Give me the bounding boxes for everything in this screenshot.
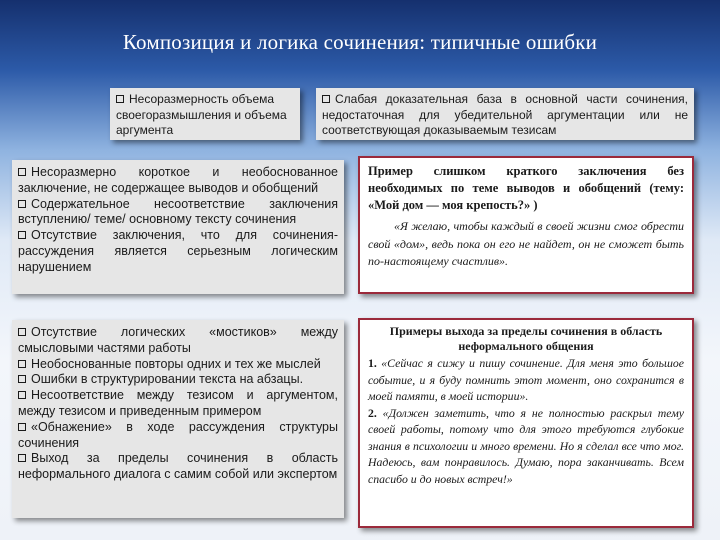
checkbox-bullet-icon: [18, 375, 26, 383]
box-disproportion: [110, 88, 300, 140]
list-item: Несоразмерно короткое и необоснованное заключение, не содержащее выводов и обобщений: [18, 165, 338, 195]
example-heading: Пример слишком краткого заключения без необходимых по теме выводов и обобщений (тему: «Мой дом — моя крепость?» ): [368, 164, 684, 212]
checkbox-bullet-icon: [18, 423, 26, 431]
checkbox-bullet-icon: [18, 328, 26, 336]
checkbox-bullet-icon: [18, 200, 26, 208]
checkbox-bullet-icon: [18, 168, 26, 176]
list-item: Отсутствие заключения, что для сочинения-рассуждения является серьезным логическим нарушением: [18, 228, 338, 274]
informal-example-2: [368, 405, 684, 488]
checkbox-bullet-icon: [18, 360, 26, 368]
box-weak-evidence: [316, 88, 694, 140]
example-quote: «Я желаю, чтобы каждый в своей жизни смог обрести свой «дом», ведь пока он его не найдет, он не сможет быть по-настоящему счастлив».: [368, 219, 684, 268]
informal-example-1: [368, 355, 684, 405]
list-item: «Обнажение» в ходе рассуждения структуры сочинения: [18, 419, 338, 450]
example-number: 2.: [368, 405, 377, 420]
checkbox-bullet-icon: [18, 231, 26, 239]
box-conclusion-errors: [12, 160, 344, 294]
list-item: Несоответствие между тезисом и аргументом, между тезисом и приведенным примером: [18, 388, 338, 418]
informal-heading: Примеры выхода за пределы сочинения в область неформального общения: [389, 324, 663, 353]
list-item: Выход за пределы сочинения в область неформального диалога с самим собой или экспертом: [18, 451, 338, 482]
box-informal-examples: [358, 318, 694, 528]
checkbox-bullet-icon: [18, 454, 26, 462]
box-weak-evidence-text: Слабая доказательная база в основной части сочинения, недостаточная для убедительной аргументации или не соответствующая доказываемым тезисам: [322, 92, 688, 137]
checkbox-bullet-icon: [18, 391, 26, 399]
example-text: «Должен заметить, что я не полностью раскрыл тему своей работы, потому что для этого требуются глубокие знания в психологии и много времени. Но я сделал все что мог. Надеюсь, вам понравилось. Думаю, пора заканчивать. Всем спасибо и до новых встреч!»: [368, 405, 684, 486]
list-item: Ошибки в структурировании текста на абзацы.: [18, 372, 338, 388]
box-short-conclusion-example: [358, 156, 694, 294]
example-text: «Сейчас я сижу и пишу сочинение. Для меня это большое событие, и я буду помнить этот момент, оно сохранится в моей памяти, в моей истории».: [368, 356, 684, 403]
box-disproportion-text: Несоразмерность объема своегоразмышления и объема аргумента: [116, 92, 287, 137]
list-item: Содержательное несоответствие заключения вступлению/ теме/ основному тексту сочинения: [18, 196, 338, 227]
box-logic-errors: [12, 320, 344, 518]
example-number: 1.: [368, 356, 377, 370]
checkbox-bullet-icon: [322, 95, 330, 103]
list-item: Необоснованные повторы одних и тех же мыслей: [18, 357, 338, 373]
list-item: Отсутствие логических «мостиков» между смысловыми частями работы: [18, 325, 338, 355]
checkbox-bullet-icon: [116, 95, 124, 103]
page-title: Композиция и логика сочинения: типичные ошибки: [122, 30, 598, 54]
